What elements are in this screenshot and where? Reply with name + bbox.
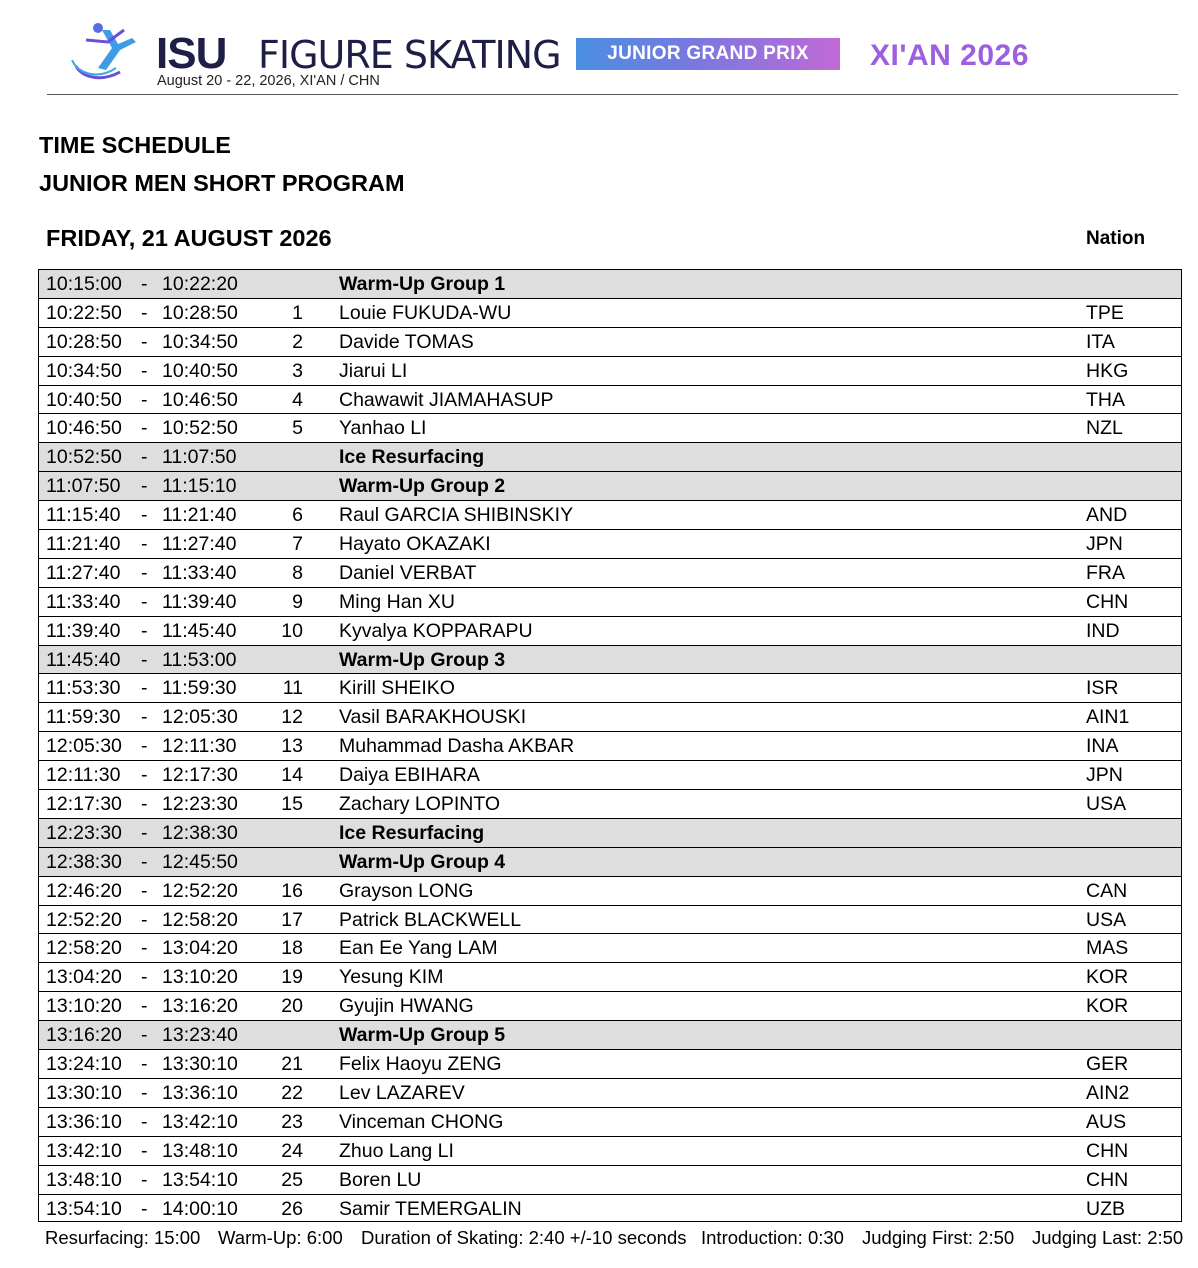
- schedule-skater-row: [39, 1079, 1181, 1108]
- end-time: 10:52:50: [162, 417, 238, 440]
- time-separator: -: [141, 533, 148, 556]
- skater-name: Kirill SHEIKO: [339, 677, 455, 700]
- skater-name: Kyvalya KOPPARAPU: [339, 619, 533, 642]
- start-time: 13:48:10: [46, 1168, 122, 1191]
- start-time: 13:30:10: [46, 1081, 122, 1104]
- end-time: 12:38:30: [162, 821, 238, 844]
- start-time: 10:40:50: [46, 388, 122, 411]
- skater-name: Daniel VERBAT: [339, 561, 477, 584]
- schedule-skater-row: [39, 674, 1181, 703]
- start-number: 4: [292, 388, 303, 411]
- nation-code: AND: [1086, 504, 1128, 527]
- nation-code: CAN: [1086, 879, 1128, 902]
- time-separator: -: [141, 677, 148, 700]
- start-time: 10:46:50: [46, 417, 122, 440]
- start-time: 11:21:40: [46, 533, 121, 556]
- schedule-skater-row: [39, 1050, 1181, 1079]
- nation-code: TPE: [1086, 301, 1124, 324]
- start-number: 3: [292, 359, 303, 382]
- schedule-break-row: [39, 646, 1181, 675]
- start-time: 10:15:00: [46, 273, 122, 295]
- break-label: Ice Resurfacing: [339, 821, 485, 844]
- start-number: 25: [281, 1168, 303, 1191]
- skater-name: Muhammad Dasha AKBAR: [339, 735, 575, 758]
- time-separator: -: [141, 446, 148, 469]
- schedule-skater-row: [39, 963, 1181, 992]
- break-label: Warm-Up Group 4: [339, 850, 506, 873]
- start-time: 12:58:20: [46, 937, 122, 960]
- schedule-skater-row: [39, 1195, 1181, 1224]
- start-number: 5: [292, 417, 303, 440]
- skater-name: Louie FUKUDA-WU: [339, 301, 512, 324]
- schedule-skater-row: [39, 703, 1181, 732]
- start-time: 10:22:50: [46, 301, 122, 324]
- start-number: 24: [281, 1139, 303, 1162]
- schedule-skater-row: [39, 877, 1181, 906]
- skater-name: Zhuo Lang LI: [339, 1139, 454, 1162]
- day-heading: FRIDAY, 21 AUGUST 2026: [46, 225, 332, 251]
- end-time: 10:22:20: [162, 273, 238, 295]
- time-separator: -: [141, 966, 148, 989]
- start-number: 16: [281, 879, 303, 902]
- time-separator: -: [141, 1197, 148, 1220]
- time-separator: -: [141, 1168, 148, 1191]
- nation-code: CHN: [1086, 1168, 1129, 1191]
- header-divider: [47, 94, 1178, 95]
- nation-column-header: Nation: [1086, 228, 1146, 249]
- skater-name: Daiya EBIHARA: [339, 764, 480, 787]
- footer-duration: Duration of Skating: 2:40 +/-10 seconds: [361, 1227, 687, 1248]
- skater-name: Yanhao LI: [339, 417, 427, 440]
- nation-code: INA: [1086, 735, 1119, 758]
- footer-judging-last: Judging Last: 2:50: [1032, 1227, 1184, 1248]
- end-time: 13:16:20: [162, 995, 238, 1018]
- schedule-skater-row: [39, 559, 1181, 588]
- schedule-break-row: [39, 443, 1181, 472]
- time-separator: -: [141, 301, 148, 324]
- end-time: 11:33:40: [162, 561, 237, 584]
- time-separator: -: [141, 417, 148, 440]
- skater-name: Vinceman CHONG: [339, 1110, 504, 1133]
- end-time: 10:28:50: [162, 301, 238, 324]
- time-separator: -: [141, 735, 148, 758]
- start-time: 11:59:30: [46, 706, 121, 729]
- end-time: 11:59:30: [162, 677, 237, 700]
- skater-name: Samir TEMERGALIN: [339, 1197, 522, 1220]
- end-time: 13:30:10: [162, 1053, 238, 1076]
- end-time: 12:11:30: [162, 735, 237, 758]
- schedule-skater-row: [39, 588, 1181, 617]
- skater-name: Chawawit JIAMAHASUP: [339, 388, 554, 411]
- end-time: 13:10:20: [162, 966, 238, 989]
- skater-name: Gyujin HWANG: [339, 995, 474, 1018]
- nation-code: AIN1: [1086, 706, 1130, 729]
- end-time: 12:58:20: [162, 908, 238, 931]
- footer-judging-first: Judging First: 2:50: [862, 1227, 1015, 1248]
- end-time: 11:39:40: [162, 590, 237, 613]
- skater-name: Lev LAZAREV: [339, 1081, 465, 1104]
- start-time: 10:28:50: [46, 330, 122, 353]
- schedule-skater-row: [39, 501, 1181, 530]
- start-time: 11:27:40: [46, 561, 121, 584]
- end-time: 10:40:50: [162, 359, 238, 382]
- skater-name: Yesung KIM: [339, 966, 444, 989]
- start-time: 11:15:40: [46, 504, 121, 527]
- skater-name: Hayato OKAZAKI: [339, 533, 491, 556]
- schedule-skater-row: [39, 1108, 1181, 1137]
- end-time: 11:21:40: [162, 504, 237, 527]
- nation-code: HKG: [1086, 359, 1129, 382]
- start-number: 9: [292, 590, 303, 613]
- start-time: 12:52:20: [46, 908, 122, 931]
- time-separator: -: [141, 1053, 148, 1076]
- schedule-skater-row: [39, 386, 1181, 415]
- skater-name: Grayson LONG: [339, 879, 474, 902]
- start-number: 19: [281, 966, 303, 989]
- skater-name: Ean Ee Yang LAM: [339, 937, 498, 960]
- time-separator: -: [141, 475, 148, 498]
- start-time: 13:10:20: [46, 995, 122, 1018]
- end-time: 12:52:20: [162, 879, 238, 902]
- skater-name: Patrick BLACKWELL: [339, 908, 522, 931]
- footer-warmup: Warm-Up: 6:00: [218, 1227, 343, 1248]
- time-separator: -: [141, 764, 148, 787]
- skater-name: Ming Han XU: [339, 590, 455, 613]
- nation-code: KOR: [1086, 966, 1129, 989]
- time-separator: -: [141, 1024, 148, 1047]
- nation-code: ITA: [1086, 330, 1115, 353]
- event-city-year: XI'AN 2026: [870, 39, 1029, 72]
- start-number: 21: [281, 1053, 303, 1076]
- start-number: 17: [281, 908, 303, 931]
- start-time: 13:54:10: [46, 1197, 122, 1220]
- time-separator: -: [141, 908, 148, 931]
- end-time: 12:17:30: [162, 764, 238, 787]
- start-time: 12:17:30: [46, 793, 122, 816]
- schedule-skater-row: [39, 1137, 1181, 1166]
- schedule-skater-row: [39, 357, 1181, 386]
- start-number: 6: [292, 504, 303, 527]
- time-separator: -: [141, 388, 148, 411]
- nation-code: NZL: [1086, 417, 1123, 440]
- schedule-skater-row: [39, 530, 1181, 559]
- time-separator: -: [141, 850, 148, 873]
- schedule-footer: [45, 1226, 1185, 1250]
- start-time: 10:52:50: [46, 446, 122, 469]
- nation-code: CHN: [1086, 1139, 1129, 1162]
- schedule-skater-row: [39, 992, 1181, 1021]
- end-time: 11:15:10: [162, 475, 237, 498]
- time-separator: -: [141, 1139, 148, 1162]
- skater-logo-icon: [68, 20, 144, 84]
- start-number: 2: [292, 330, 303, 353]
- time-separator: -: [141, 330, 148, 353]
- time-separator: -: [141, 561, 148, 584]
- schedule-skater-row: [39, 328, 1181, 357]
- schedule-skater-row: [39, 299, 1181, 328]
- start-number: 20: [281, 995, 303, 1018]
- end-time: 10:34:50: [162, 330, 238, 353]
- schedule-break-row: [39, 1021, 1181, 1050]
- time-separator: -: [141, 1081, 148, 1104]
- end-time: 11:07:50: [162, 446, 237, 469]
- schedule-break-row: [39, 848, 1181, 877]
- end-time: 14:00:10: [162, 1197, 238, 1220]
- start-time: 11:39:40: [46, 619, 121, 642]
- skater-name: Vasil BARAKHOUSKI: [339, 706, 527, 729]
- time-separator: -: [141, 706, 148, 729]
- start-time: 12:46:20: [46, 879, 122, 902]
- nation-code: CHN: [1086, 590, 1129, 613]
- nation-code: AUS: [1086, 1110, 1127, 1133]
- end-time: 12:23:30: [162, 793, 238, 816]
- end-time: 11:45:40: [162, 619, 237, 642]
- schedule-skater-row: [39, 761, 1181, 790]
- schedule-skater-row: [39, 906, 1181, 935]
- schedule-break-row: [39, 472, 1181, 501]
- nation-code: JPN: [1086, 764, 1123, 787]
- start-number: 1: [292, 301, 303, 324]
- start-time: 11:07:50: [46, 475, 121, 498]
- nation-code: AIN2: [1086, 1081, 1130, 1104]
- start-time: 12:23:30: [46, 821, 122, 844]
- end-time: 11:53:00: [162, 648, 237, 671]
- start-time: 12:05:30: [46, 735, 122, 758]
- time-separator: -: [141, 1110, 148, 1133]
- end-time: 13:48:10: [162, 1139, 238, 1162]
- schedule-skater-row: [39, 1166, 1181, 1195]
- isu-logo-text: ISU: [156, 29, 227, 78]
- break-label: Ice Resurfacing: [339, 446, 485, 469]
- time-separator: -: [141, 619, 148, 642]
- start-number: 23: [281, 1110, 303, 1133]
- start-number: 8: [292, 561, 303, 584]
- schedule-break-row: [39, 270, 1181, 299]
- schedule-skater-row: [39, 934, 1181, 963]
- start-time: 12:11:30: [46, 764, 121, 787]
- start-number: 22: [281, 1081, 303, 1104]
- event-header: [0, 0, 1198, 96]
- nation-code: ISR: [1086, 677, 1119, 700]
- time-separator: -: [141, 821, 148, 844]
- break-label: Warm-Up Group 3: [339, 648, 506, 671]
- time-separator: -: [141, 504, 148, 527]
- start-time: 10:34:50: [46, 359, 122, 382]
- start-time: 13:24:10: [46, 1053, 122, 1076]
- skater-name: Davide TOMAS: [339, 330, 474, 353]
- start-number: 13: [281, 735, 303, 758]
- time-separator: -: [141, 793, 148, 816]
- break-label: Warm-Up Group 5: [339, 1024, 506, 1047]
- start-time: 11:33:40: [46, 590, 121, 613]
- end-time: 13:54:10: [162, 1168, 238, 1191]
- start-time: 12:38:30: [46, 850, 122, 873]
- end-time: 13:04:20: [162, 937, 238, 960]
- nation-code: MAS: [1086, 937, 1129, 960]
- time-separator: -: [141, 359, 148, 382]
- nation-code: JPN: [1086, 533, 1123, 556]
- start-number: 18: [281, 937, 303, 960]
- end-time: 11:27:40: [162, 533, 237, 556]
- time-separator: -: [141, 937, 148, 960]
- start-time: 13:42:10: [46, 1139, 122, 1162]
- event-dates-location: August 20 - 22, 2026, XI'AN / CHN: [157, 73, 380, 89]
- end-time: 13:36:10: [162, 1081, 238, 1104]
- skater-name: Zachary LOPINTO: [339, 793, 501, 816]
- skater-name: Raul GARCIA SHIBINSKIY: [339, 504, 574, 527]
- nation-code: FRA: [1086, 561, 1125, 584]
- end-time: 12:45:50: [162, 850, 238, 873]
- skater-name: Jiarui LI: [339, 359, 408, 382]
- start-time: 13:16:20: [46, 1024, 122, 1047]
- nation-code: USA: [1086, 908, 1127, 931]
- footer-resurfacing: Resurfacing: 15:00: [45, 1227, 201, 1248]
- document-type-title: TIME SCHEDULE: [39, 132, 231, 158]
- nation-code: THA: [1086, 388, 1125, 411]
- start-number: 26: [281, 1197, 303, 1220]
- time-separator: -: [141, 590, 148, 613]
- skater-name: Felix Haoyu ZENG: [339, 1053, 502, 1076]
- start-number: 10: [281, 619, 303, 642]
- event-title: JUNIOR MEN SHORT PROGRAM: [39, 170, 405, 196]
- start-number: 7: [292, 533, 303, 556]
- nation-code: KOR: [1086, 995, 1129, 1018]
- break-label: Warm-Up Group 1: [339, 273, 506, 295]
- start-time: 11:45:40: [46, 648, 121, 671]
- time-separator: -: [141, 995, 148, 1018]
- footer-introduction: Introduction: 0:30: [701, 1227, 844, 1248]
- schedule-skater-row: [39, 617, 1181, 646]
- start-time: 13:36:10: [46, 1110, 122, 1133]
- nation-code: USA: [1086, 793, 1127, 816]
- junior-grand-prix-badge: JUNIOR GRAND PRIX: [576, 38, 840, 70]
- start-time: 11:53:30: [46, 677, 121, 700]
- end-time: 12:05:30: [162, 706, 238, 729]
- start-number: 15: [281, 793, 303, 816]
- skater-name: Boren LU: [339, 1168, 422, 1191]
- nation-code: GER: [1086, 1053, 1129, 1076]
- end-time: 13:42:10: [162, 1110, 238, 1133]
- figure-skating-logo-text: FIGURE SKATING: [258, 33, 561, 77]
- end-time: 13:23:40: [162, 1024, 238, 1047]
- start-number: 11: [282, 677, 303, 700]
- schedule-skater-row: [39, 732, 1181, 761]
- nation-code: IND: [1086, 619, 1120, 642]
- schedule-skater-row: [39, 790, 1181, 819]
- schedule-table: [38, 269, 1182, 1222]
- start-number: 12: [281, 706, 303, 729]
- time-separator: -: [141, 273, 148, 295]
- start-number: 14: [281, 764, 303, 787]
- break-label: Warm-Up Group 2: [339, 475, 506, 498]
- time-separator: -: [141, 648, 148, 671]
- time-separator: -: [141, 879, 148, 902]
- schedule-skater-row: [39, 414, 1181, 443]
- nation-code: UZB: [1086, 1197, 1125, 1220]
- schedule-break-row: [39, 819, 1181, 848]
- start-time: 13:04:20: [46, 966, 122, 989]
- end-time: 10:46:50: [162, 388, 238, 411]
